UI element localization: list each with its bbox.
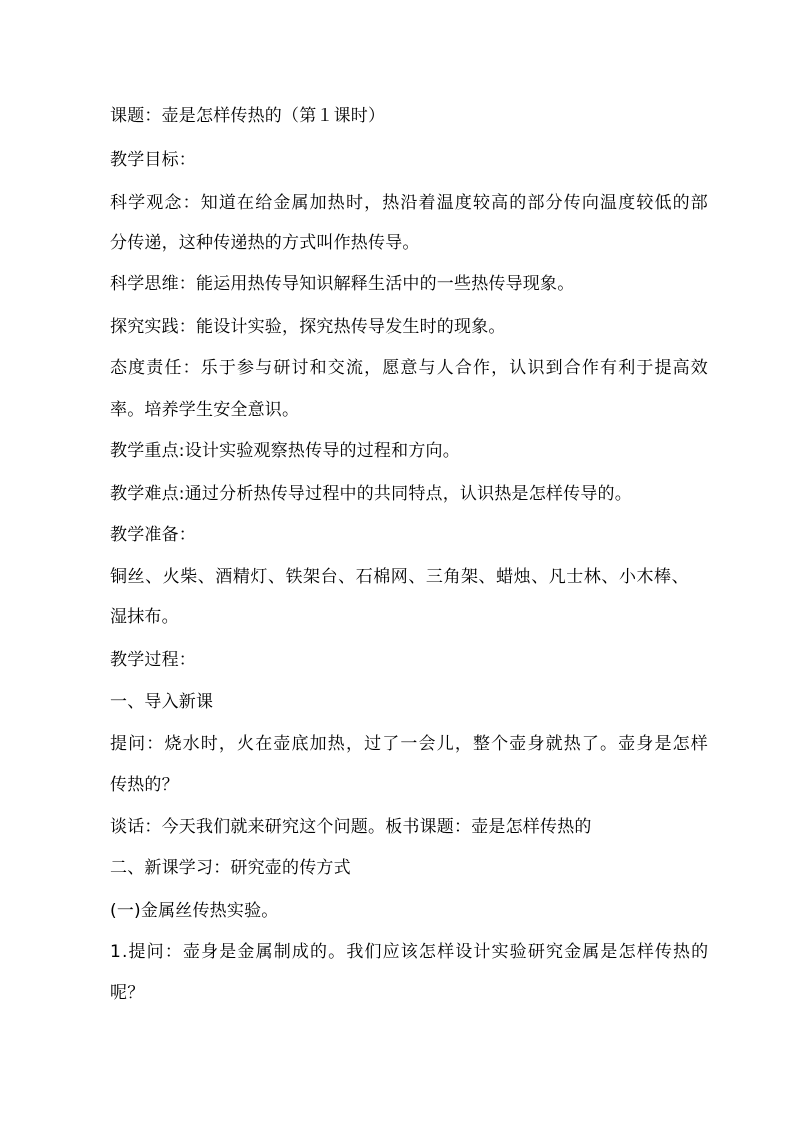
objectives-heading: 教学目标： — [110, 150, 196, 170]
section-introduction-heading: 一、导入新课 — [110, 692, 214, 712]
section-new-lesson-heading: 二、新课学习：研究壶的传方式 — [110, 858, 351, 878]
step1-question-line1: 1.提问：壶身是金属制成的。我们应该怎样设计实验研究金属是怎样传热的 — [110, 942, 710, 962]
question-line2: 传热的？ — [110, 775, 179, 795]
lesson-title: 课题：壶是怎样传热的（第１课时） — [110, 106, 386, 126]
preparation-heading: 教学准备： — [110, 525, 196, 545]
objective-science-thinking: 科学思维：能运用热传导知识解释生活中的一些热传导现象。 — [110, 274, 575, 294]
objective-science-concept-line2: 分传递，这种传递热的方式叫作热传导。 — [110, 233, 420, 253]
talk-line: 谈话：今天我们就来研究这个问题。板书课题：壶是怎样传热的 — [110, 817, 592, 837]
preparation-materials-line1: 铜丝、火柴、酒精灯、铁架台、石棉网、三角架、蜡烛、凡士林、小木棒、 — [110, 567, 690, 587]
objective-attitude-line1: 态度责任：乐于参与研讨和交流，愿意与人合作，认识到合作有利于提高效 — [110, 358, 709, 378]
preparation-materials-line2: 湿抹布。 — [110, 607, 179, 627]
question-line1: 提问：烧水时，火在壶底加热，过了一会儿，整个壶身就热了。壶身是怎样 — [110, 734, 709, 754]
key-point: 教学重点:设计实验观察热传导的过程和方向。 — [110, 441, 460, 461]
objective-science-concept-line1: 科学观念：知道在给金属加热时，热沿着温度较高的部分传向温度较低的部 — [110, 193, 709, 213]
step1-question-line2: 呢？ — [110, 983, 145, 1003]
objective-attitude-line2: 率。培养学生安全意识。 — [110, 400, 300, 420]
difficult-point: 教学难点:通过分析热传导过程中的共同特点，认识热是怎样传导的。 — [110, 484, 632, 504]
process-heading: 教学过程： — [110, 650, 196, 670]
objective-inquiry-practice: 探究实践：能设计实验，探究热传导发生时的现象。 — [110, 317, 506, 337]
subsection-wire-experiment: (一)金属丝传热实验。 — [110, 901, 279, 921]
